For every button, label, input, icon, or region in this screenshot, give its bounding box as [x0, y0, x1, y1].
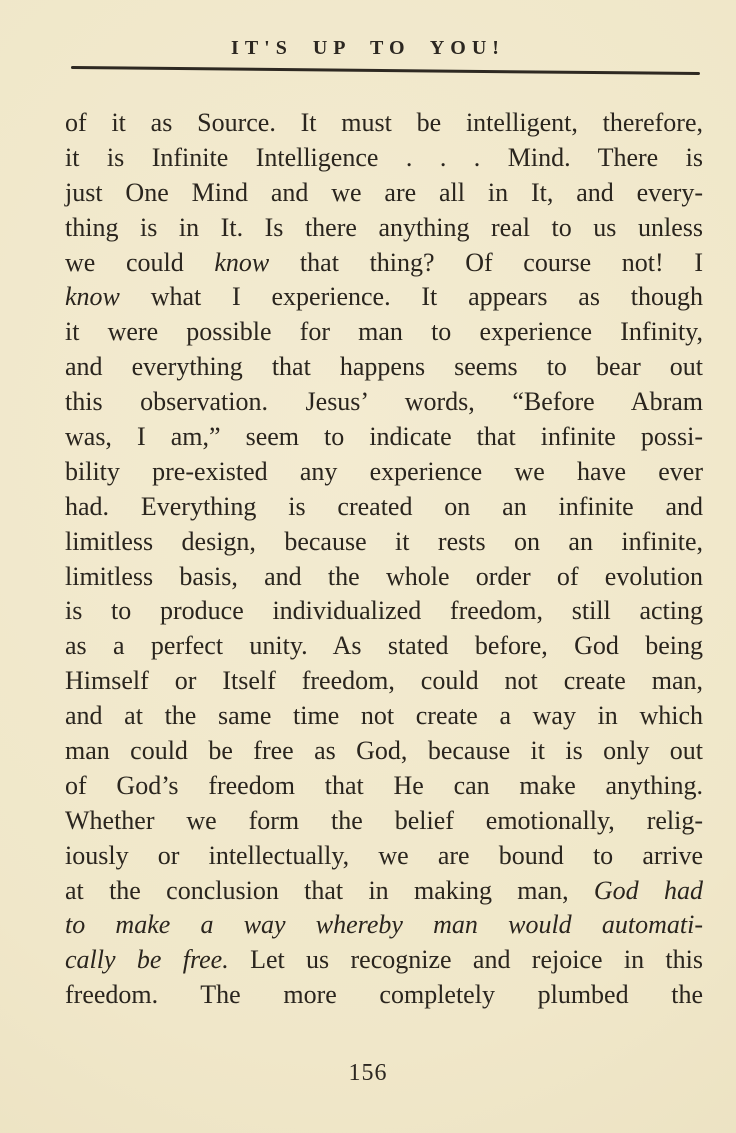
text-line: just One Mind and we are all in It, and every- [65, 177, 703, 207]
text-line: as a perfect unity. As stated before, God being [65, 631, 703, 661]
text-line: bility pre-existed any experience we have ever [65, 456, 703, 486]
text-line: of God’s freedom that He can make anything. [65, 770, 703, 800]
body-text [65, 106, 703, 1013]
text-line: it is Infinite Intelligence . . . Mind. There is [65, 142, 703, 172]
text-line: iously or intellectually, we are bound to arrive [65, 840, 703, 870]
page-number: 156 [348, 1060, 388, 1086]
header-rule [71, 66, 700, 75]
text-line: limitless design, because it rests on an infinite, [65, 526, 703, 556]
text-line: is to produce individualized freedom, still acting [65, 596, 703, 626]
text-line: limitless basis, and the whole order of evolution [65, 561, 703, 591]
text-line: freedom. The more completely plumbed the [65, 980, 703, 1010]
text-line: this observation. Jesus’ words, “Before Abram [65, 387, 703, 417]
text-line: know what I experience. It appears as though [65, 282, 703, 312]
text-line: and everything that happens seems to bear out [65, 352, 703, 382]
text-line: of it as Source. It must be intelligent, therefore, [65, 108, 703, 137]
text-line: Himself or Itself freedom, could not create man, [65, 666, 703, 696]
text-line: Whether we form the belief emotionally, relig- [65, 805, 703, 835]
text-line: to make a way whereby man would automati- [65, 910, 703, 940]
text-line: man could be free as God, because it is only out [65, 736, 703, 766]
text-line: and at the same time not create a way in which [65, 701, 703, 731]
text-line: was, I am,” seem to indicate that infinite possi- [65, 422, 703, 452]
text-line: it were possible for man to experience Infinity, [65, 317, 703, 347]
text-line: had. Everything is created on an infinite and [65, 491, 703, 521]
running-head-title: IT'S UP TO YOU! [231, 37, 505, 59]
text-line: at the conclusion that in making man, God had [65, 875, 703, 905]
text-line: cally be free. Let us recognize and rejoice in this [65, 945, 703, 975]
text-line: thing is in It. Is there anything real to us unless [65, 212, 703, 242]
text-line: we could know that thing? Of course not! I [65, 247, 703, 277]
